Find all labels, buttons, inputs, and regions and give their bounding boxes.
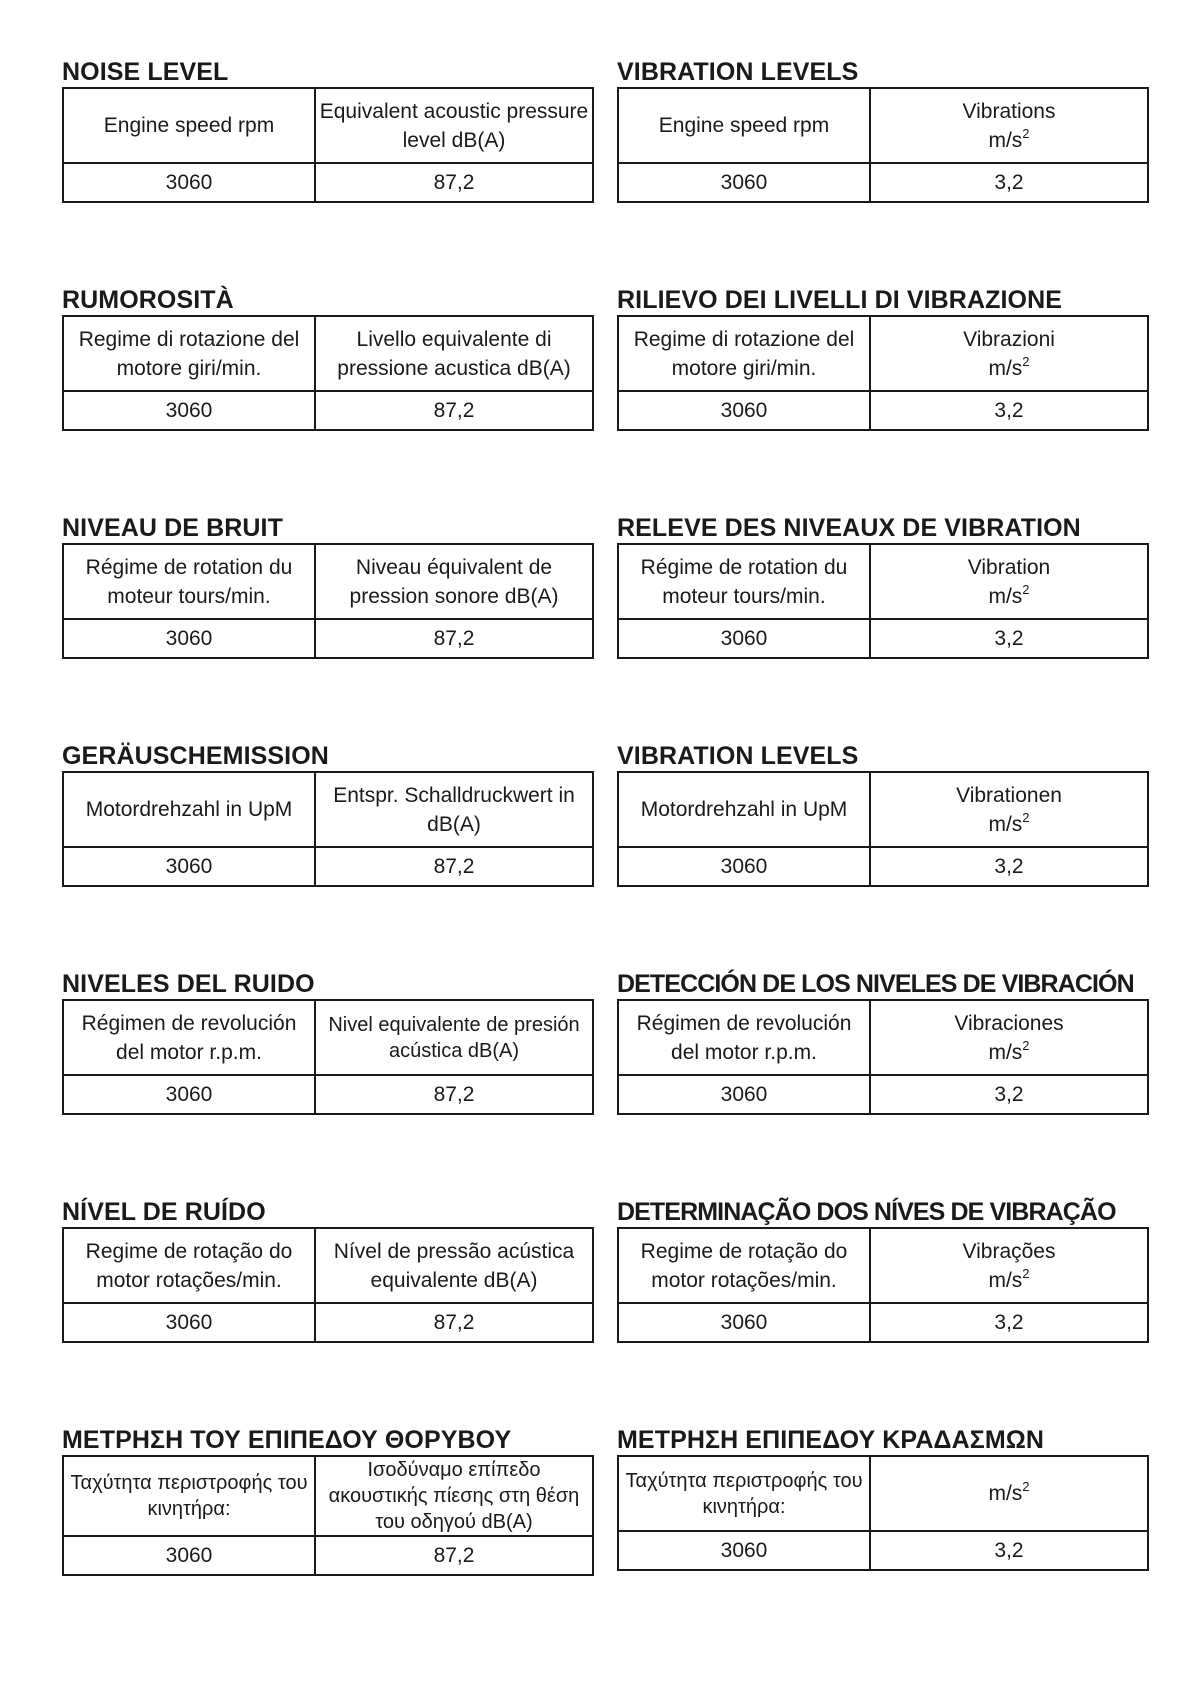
noise-section-el: [62, 1425, 594, 1576]
vibration-value: 3,2: [870, 847, 1148, 886]
noise-table: [62, 315, 594, 431]
section-title: ΜΕΤΡΗΣΗ ΤΟΥ ΕΠΙΠΕΔΟΥ ΘΟΡΥΒΟΥ: [62, 1426, 512, 1454]
vibration-header: [870, 772, 1148, 847]
vibration-header: [870, 88, 1148, 163]
noise-section-fr: [62, 513, 594, 659]
vibration-table: [617, 87, 1149, 203]
noise-table: [62, 1227, 594, 1343]
rpm-value: 3060: [63, 1075, 315, 1114]
noise-value: 87,2: [315, 1303, 593, 1342]
noise-level-header: Ισοδύναμο επίπεδο ακουστικής πίεσης στη θέση του οδηγού dB(A): [315, 1456, 593, 1536]
noise-table: [62, 1455, 594, 1576]
noise-table: [62, 87, 594, 203]
noise-table: [62, 771, 594, 887]
engine-speed-header: Ταχύτητα περιστροφής του κινητήρα:: [63, 1456, 315, 1536]
vibration-label: Vibrações: [962, 1239, 1056, 1263]
noise-value: 87,2: [315, 847, 593, 886]
engine-speed-header: Motordrehzahl in UpM: [63, 772, 315, 847]
vibration-value: 3,2: [870, 1531, 1148, 1570]
section-title: NOISE LEVEL: [62, 58, 229, 86]
vibration-section-fr: [617, 513, 1149, 659]
noise-level-header: Equivalent acoustic pressure level dB(A): [315, 88, 593, 163]
rpm-value: 3060: [63, 1536, 315, 1575]
vibration-table: [617, 999, 1149, 1115]
engine-speed-header: Regime di rotazione del motore giri/min.: [618, 316, 870, 391]
rpm-value: 3060: [63, 619, 315, 658]
noise-table: [62, 999, 594, 1115]
noise-level-header: Nivel equivalente de presión acústica dB(A): [315, 1000, 593, 1075]
rpm-value: 3060: [618, 1075, 870, 1114]
noise-section-pt: [62, 1197, 594, 1343]
vibration-header: [870, 316, 1148, 391]
vibration-section-it: [617, 285, 1149, 431]
vibration-unit: $m/s^2$: [988, 1265, 1030, 1292]
vibration-value: 3,2: [870, 391, 1148, 430]
vibration-value: 3,2: [870, 163, 1148, 202]
vibration-unit: $m/s^2$: [988, 353, 1030, 380]
section-title: VIBRATION LEVELS: [617, 742, 859, 770]
noise-section-es: [62, 969, 594, 1115]
noise-level-header: Nível de pressão acústica equivalente dB(A): [315, 1228, 593, 1303]
vibration-label: Vibrations: [962, 99, 1056, 123]
section-title: VIBRATION LEVELS: [617, 58, 859, 86]
rpm-value: 3060: [618, 619, 870, 658]
vibration-label: Vibraciones: [954, 1011, 1064, 1035]
rpm-value: 3060: [618, 1303, 870, 1342]
engine-speed-header: Ταχύτητα περιστροφής του κινητήρα:: [618, 1456, 870, 1531]
section-title: NIVEAU DE BRUIT: [62, 514, 283, 542]
vibration-value: 3,2: [870, 1303, 1148, 1342]
vibration-label: Vibrazioni: [963, 327, 1055, 351]
vibration-label: Vibration: [967, 555, 1051, 579]
rpm-value: 3060: [63, 1303, 315, 1342]
section-title: GERÄUSCHEMISSION: [62, 742, 329, 770]
noise-value: 87,2: [315, 391, 593, 430]
noise-value: 87,2: [315, 1536, 593, 1575]
rpm-value: 3060: [63, 391, 315, 430]
rpm-value: 3060: [618, 1531, 870, 1570]
section-title: DETECCIÓN DE LOS NIVELES DE VIBRACIÓN: [617, 970, 1134, 998]
engine-speed-header: Regime de rotação do motor rotações/min.: [618, 1228, 870, 1303]
noise-value: 87,2: [315, 619, 593, 658]
vibration-section-pt: [617, 1197, 1149, 1343]
vibration-unit: $m/s^2$: [988, 581, 1030, 608]
engine-speed-header: Régimen de revolución del motor r.p.m.: [63, 1000, 315, 1075]
vibration-unit: $m/s^2$: [988, 1479, 1030, 1505]
noise-section-en: [62, 57, 594, 203]
noise-level-header: Entspr. Schalldruckwert in dB(A): [315, 772, 593, 847]
noise-section-de: [62, 741, 594, 887]
vibration-table: [617, 771, 1149, 887]
vibration-table: [617, 543, 1149, 659]
engine-speed-header: Regime de rotação do motor rotações/min.: [63, 1228, 315, 1303]
rpm-value: 3060: [618, 391, 870, 430]
vibration-table: [617, 315, 1149, 431]
section-title: DETERMINAÇÃO DOS NÍVES DE VIBRAÇÃO: [617, 1198, 1116, 1226]
section-title: NIVELES DEL RUIDO: [62, 970, 315, 998]
vibration-table: [617, 1227, 1149, 1343]
section-title: RUMOROSITÀ: [62, 286, 234, 314]
engine-speed-header: Régime de rotation du moteur tours/min.: [63, 544, 315, 619]
engine-speed-header: Motordrehzahl in UpM: [618, 772, 870, 847]
vibration-value: 3,2: [870, 1075, 1148, 1114]
section-title: RELEVE DES NIVEAUX DE VIBRATION: [617, 514, 1081, 542]
vibration-header: [870, 1000, 1148, 1075]
noise-section-it: [62, 285, 594, 431]
noise-table: [62, 543, 594, 659]
section-title: NÍVEL DE RUÍDO: [62, 1198, 266, 1226]
section-title: RILIEVO DEI LIVELLI DI VIBRAZIONE: [617, 286, 1062, 314]
noise-value: 87,2: [315, 1075, 593, 1114]
rpm-value: 3060: [63, 847, 315, 886]
vibration-header: [870, 1228, 1148, 1303]
vibration-section-en: [617, 57, 1149, 203]
vibration-section-es: [617, 969, 1149, 1115]
engine-speed-header: Engine speed rpm: [63, 88, 315, 163]
vibration-section-de: [617, 741, 1149, 887]
rpm-value: 3060: [618, 163, 870, 202]
rpm-value: 3060: [618, 847, 870, 886]
vibration-unit: $m/s^2$: [988, 809, 1030, 836]
section-title: ΜΕΤΡΗΣΗ ΕΠΙΠΕΔΟΥ ΚΡΑΔΑΣΜΩΝ: [617, 1426, 1045, 1454]
vibration-label: Vibrationen: [956, 783, 1062, 807]
rpm-value: 3060: [63, 163, 315, 202]
vibration-section-el: [617, 1425, 1149, 1571]
noise-level-header: Livello equivalente di pressione acustica dB(A): [315, 316, 593, 391]
noise-level-header: Niveau équivalent de pression sonore dB(A): [315, 544, 593, 619]
engine-speed-header: Regime di rotazione del motore giri/min.: [63, 316, 315, 391]
vibration-header: [870, 1456, 1148, 1531]
vibration-unit: $m/s^2$: [988, 1037, 1030, 1064]
engine-speed-header: Régimen de revolución del motor r.p.m.: [618, 1000, 870, 1075]
vibration-header: [870, 544, 1148, 619]
vibration-value: 3,2: [870, 619, 1148, 658]
vibration-unit: $m/s^2$: [988, 125, 1030, 152]
engine-speed-header: Engine speed rpm: [618, 88, 870, 163]
engine-speed-header: Régime de rotation du moteur tours/min.: [618, 544, 870, 619]
vibration-table: [617, 1455, 1149, 1571]
noise-value: 87,2: [315, 163, 593, 202]
